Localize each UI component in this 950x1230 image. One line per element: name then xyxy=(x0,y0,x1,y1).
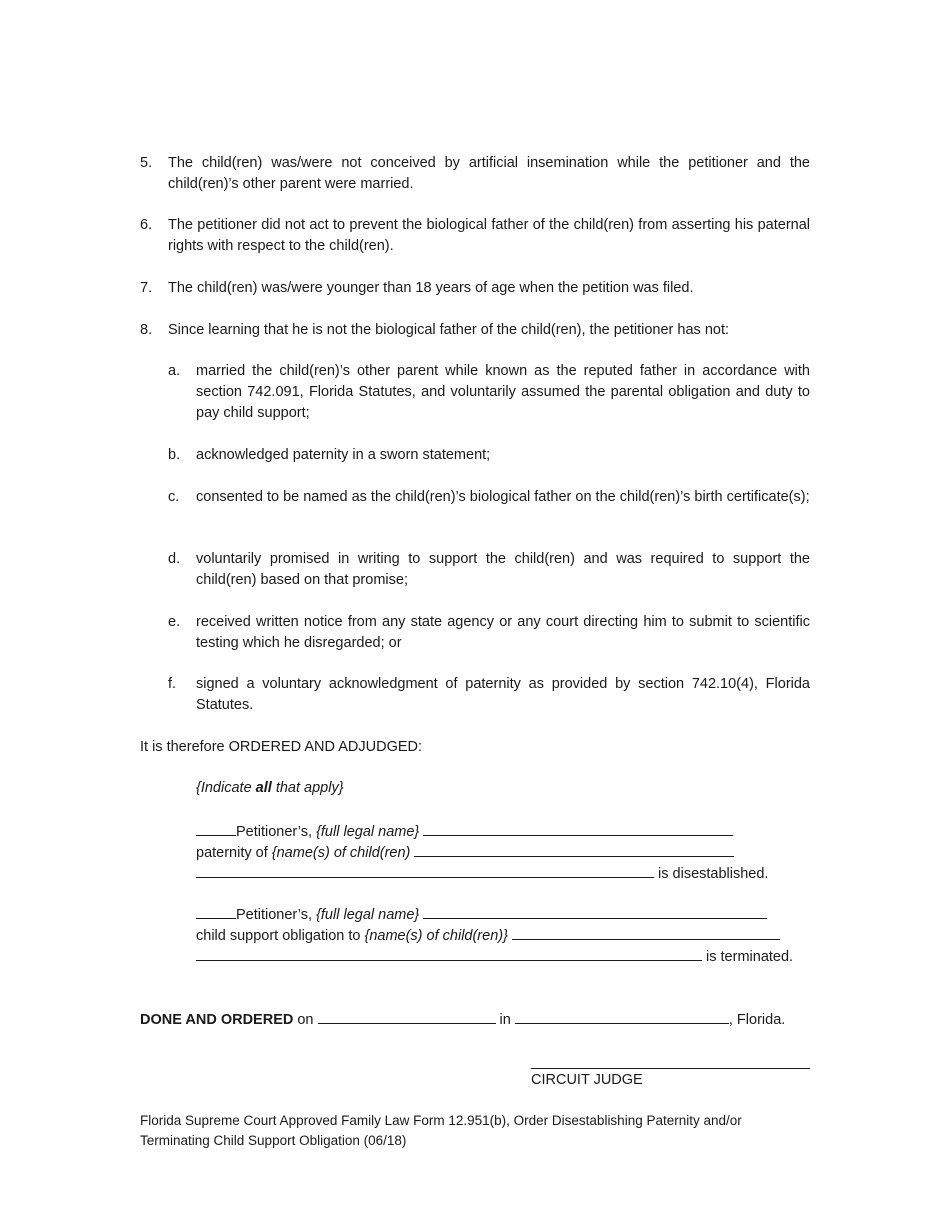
option2-children-blank[interactable] xyxy=(512,924,780,940)
done-in: in xyxy=(495,1012,515,1028)
done-florida: , Florida. xyxy=(728,1012,786,1028)
item-number: 8. xyxy=(140,322,153,338)
sub-item xyxy=(168,549,810,591)
done-bold: DONE AND ORDERED xyxy=(140,1012,294,1028)
numbered-item xyxy=(140,320,810,341)
county-blank[interactable] xyxy=(515,1008,729,1024)
sub-item-text: voluntarily promised in writing to support the child(ren) and was required to support the child(ren) based on that promise; xyxy=(196,551,810,588)
option1-name-blank[interactable] xyxy=(423,820,733,836)
option1-line2 xyxy=(196,841,734,864)
judge-signature-line[interactable] xyxy=(531,1068,810,1069)
sub-item-text: married the child(ren)’s other parent while known as the reputed father in accordance with section 742.091, Florida Statutes, and voluntarily assumed the parental obligation and duty to pay child support; xyxy=(196,363,810,421)
option2-line1 xyxy=(196,903,767,926)
option1-line1 xyxy=(196,820,733,843)
item-number: 5. xyxy=(140,155,153,171)
option1-name-hint: {full legal name} xyxy=(316,824,420,840)
option1-children-blank[interactable] xyxy=(414,841,734,857)
item-text: The child(ren) was/were younger than 18 years of age when the petition was filed. xyxy=(168,280,694,296)
option1-checkbox-blank[interactable] xyxy=(196,820,236,836)
item-text: The child(ren) was/were not conceived by artificial insemination while the petitioner and the child(ren)’s other parent were married. xyxy=(168,155,810,192)
indicate-instruction xyxy=(196,778,344,799)
sub-item-text: signed a voluntary acknowledgment of paternity as provided by section 742.10(4), Florida Statutes. xyxy=(196,676,810,713)
sub-item-text: acknowledged paternity in a sworn statement; xyxy=(196,447,491,463)
option2-name-hint: {full legal name} xyxy=(316,907,420,923)
option1-line2-label: paternity of xyxy=(196,845,272,861)
option2-line2-label: child support obligation to xyxy=(196,928,365,944)
footer-line-1: Florida Supreme Court Approved Family Law Form 12.951(b), Order Disestablishing Paternity and/or xyxy=(140,1113,742,1128)
option2-label: Petitioner’s, xyxy=(236,907,317,923)
sub-item-letter: e. xyxy=(168,614,181,630)
option1-children-blank-2[interactable] xyxy=(196,862,654,878)
option1-suffix: is disestablished. xyxy=(654,866,769,882)
footer-line-2: Terminating Child Support Obligation (06/18) xyxy=(140,1133,407,1148)
indicate-bold: all xyxy=(255,780,272,796)
sub-item-letter: f. xyxy=(168,676,177,692)
done-and-ordered-line xyxy=(140,1008,785,1031)
numbered-item xyxy=(140,278,810,299)
numbered-item xyxy=(140,215,810,257)
indicate-pre: {Indicate xyxy=(196,780,256,796)
option2-suffix: is terminated. xyxy=(702,949,794,965)
sub-item xyxy=(168,487,810,508)
circuit-judge-label: CIRCUIT JUDGE xyxy=(531,1072,643,1088)
option2-children-blank-2[interactable] xyxy=(196,945,702,961)
done-on: on xyxy=(293,1012,318,1028)
numbered-item xyxy=(140,153,810,195)
item-text: Since learning that he is not the biological father of the child(ren), the petitioner has not: xyxy=(168,322,730,338)
option2-line3 xyxy=(196,945,793,968)
date-blank[interactable] xyxy=(318,1008,496,1024)
option1-label: Petitioner’s, xyxy=(236,824,317,840)
option2-checkbox-blank[interactable] xyxy=(196,903,236,919)
option2-line2 xyxy=(196,924,780,947)
option2-name-blank[interactable] xyxy=(423,903,767,919)
sub-item xyxy=(168,445,810,466)
sub-item-letter: a. xyxy=(168,363,181,379)
sub-item xyxy=(168,361,810,424)
sub-item-text: received written notice from any state agency or any court directing him to submit to scientific testing which he disregarded; or xyxy=(196,614,810,651)
form-footer xyxy=(140,1111,820,1151)
sub-item-letter: b. xyxy=(168,447,181,463)
sub-item xyxy=(168,674,810,716)
item-text: The petitioner did not act to prevent the biological father of the child(ren) from asserting his paternal rights with respect to the child(ren). xyxy=(168,217,810,254)
sub-item xyxy=(168,612,810,654)
option2-line2-hint: {name(s) of child(ren)} xyxy=(364,928,508,944)
option1-line2-hint: {name(s) of child(ren) xyxy=(271,845,411,861)
ordered-heading: It is therefore ORDERED AND ADJUDGED: xyxy=(140,739,423,755)
sub-item-text: consented to be named as the child(ren)’s biological father on the child(ren)’s birth certificate(s); xyxy=(196,489,810,505)
option1-line3 xyxy=(196,862,768,885)
indicate-post: that apply} xyxy=(271,780,344,796)
sub-item-letter: c. xyxy=(168,489,180,505)
item-number: 7. xyxy=(140,280,153,296)
item-number: 6. xyxy=(140,217,153,233)
sub-item-letter: d. xyxy=(168,551,181,567)
